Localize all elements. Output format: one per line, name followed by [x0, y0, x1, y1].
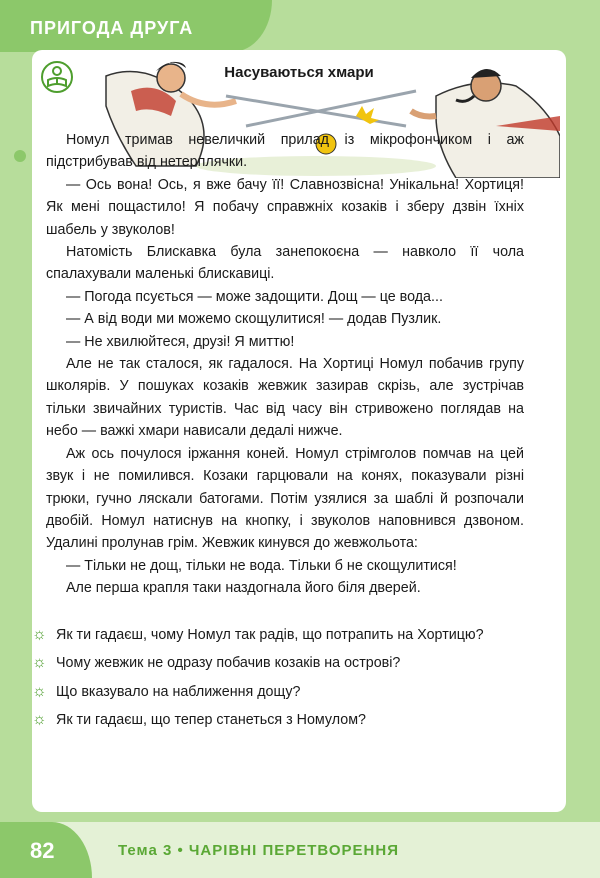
decorative-dot: [14, 150, 26, 162]
paragraph: — Тільки не дощ, тільки не вода. Тільки б не скощулитися!: [66, 557, 457, 574]
paragraph: — Ось вона! Ось, я вже бачу її! Славнозвісна! Унікальна! Хортиця! Як мені пощастило! Я побачу справжніх козаків і зберу дзвін їхніх шабель у звуколов!: [46, 176, 524, 238]
story-title: Насуваються хмари: [32, 64, 566, 81]
paragraph: Аж ось почулося іржання коней. Номул стрімголов помчав на цей звук і не помилився. Козаки гарцювали на конях, показували різні трюки, гучно ляскали батогами. Потім узялися за шаблі й розпочали двобій. Номул натиснув на кнопку, і звуколов наповнився дзвоном. Удалині пролунав грім. Жевжик кинувся до жевжольота:: [46, 445, 524, 552]
reading-child-icon: [40, 60, 74, 94]
question-text: Що вказувало на наближення дощу?: [56, 683, 301, 700]
question-item: [32, 681, 522, 703]
paragraph: Натомість Блискавка була занепокоєна — навколо її чола спалахували маленькі блискавиці.: [46, 244, 524, 283]
question-text: Як ти гадаєш, що тепер станеться з Номулом?: [56, 712, 366, 729]
paragraph: — Погода псується — може задощити. Дощ — це вода...: [66, 288, 443, 305]
paragraph: Але не так сталося, як гадалося. На Хортиці Номул побачив групу школярів. У пошуках козаків жевжик зазирав скрізь, але зустрічав тільки звичайних туристів. Час від часу він стривожено поглядав на небо — важкі хмари нависали дедалі нижче.: [46, 356, 524, 440]
question-text: Чому жевжик не одразу побачив козаків на острові?: [56, 655, 401, 672]
sun-bullet-icon: ☼: [32, 654, 47, 672]
sun-bullet-icon: ☼: [32, 626, 47, 643]
paragraph: Але перша крапля таки наздогнала його біля дверей.: [66, 580, 421, 597]
question-item: [32, 624, 522, 646]
question-item: [32, 652, 522, 674]
question-text: Як ти гадаєш, чому Номул так радів, що потрапить на Хортицю?: [56, 627, 484, 643]
sun-bullet-icon: ☼: [32, 682, 47, 700]
story-text: [46, 129, 524, 600]
question-item: [32, 709, 522, 731]
paragraph: — Не хвилюйтеся, друзі! Я миттю!: [66, 333, 295, 350]
section-title: ПРИГОДА ДРУГА: [30, 18, 194, 38]
page-number: 82: [30, 838, 55, 863]
sun-bullet-icon: ☼: [32, 711, 47, 729]
paragraph: Номул тримав невеличкий прилад із мікрофончиком і аж підстрибував від нетерплячки.: [46, 132, 524, 171]
paragraph: — А від води ми можемо скощулитися! — додав Пузлик.: [66, 311, 442, 328]
questions-list: [32, 624, 522, 738]
topic-label: Тема 3 • ЧАРІВНІ ПЕРЕТВОРЕННЯ: [118, 842, 399, 859]
